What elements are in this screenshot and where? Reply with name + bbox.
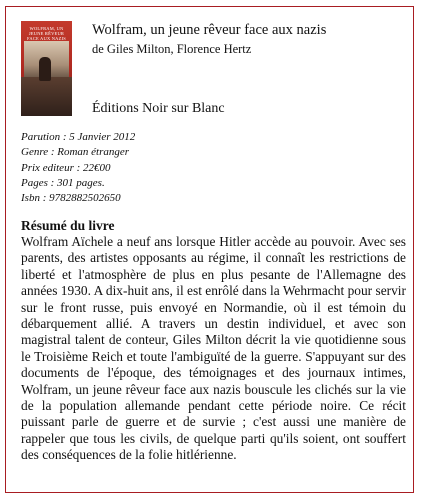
genre: Genre : Roman étranger — [21, 146, 130, 159]
soldier-figure — [39, 57, 51, 81]
book-title: Wolfram, un jeune rêveur face aux nazis — [92, 22, 327, 38]
book-details — [21, 130, 135, 206]
book-publisher: Éditions Noir sur Blanc — [92, 101, 225, 116]
publication-date: Parution : 5 Janvier 2012 — [21, 131, 136, 143]
book-cover-image[interactable] — [21, 21, 72, 116]
book-card — [5, 6, 414, 493]
cover-title: WOLFRAM, UN JEUNE RÊVEUR FACE AUX NAZIS — [27, 26, 66, 41]
publisher-price: Prix editeur : 22€00 — [21, 161, 111, 174]
summary-text: Wolfram Aïchele a neuf ans lorsque Hitler accède au pouvoir. Avec ses parents, des artistes opposants au régime, il connaît les restrictions de liberté et l'atmosphère de plus en plus pesante de l'Allemagne des années 1930. A dix-huit ans, il est enrôlé dans la Wehrmacht pour servir sur le front russe, puis envoyé en Normandie, où il est témoin du débarquement allié. A travers un destin individuel, et avec son magistral talent de conteur, Giles Milton décrit la vie quotidienne sous le Troisième Reich et toute l'ambiguïté de la guerre. S'appuyant sur des documents de l'époque, des témoignages et des journaux intimes, Wolfram, un jeune rêveur face aux nazis bouscule les clichés sur la vie de la population allemande pendant cette période noire. Ce récit puissant parle de guerre et de survie ; c'est aussi une manière de rappeler que tous les civils, de quelque parti qu'ils soient, ont souffert des conséquences de la folie hitlérienne. — [21, 234, 406, 463]
book-authors: de Giles Milton, Florence Hertz — [92, 42, 252, 56]
page-count: Pages : 301 pages. — [21, 176, 105, 189]
summary-heading: Résumé du livre — [21, 218, 115, 233]
isbn: Isbn : 9782882502650 — [21, 192, 121, 205]
